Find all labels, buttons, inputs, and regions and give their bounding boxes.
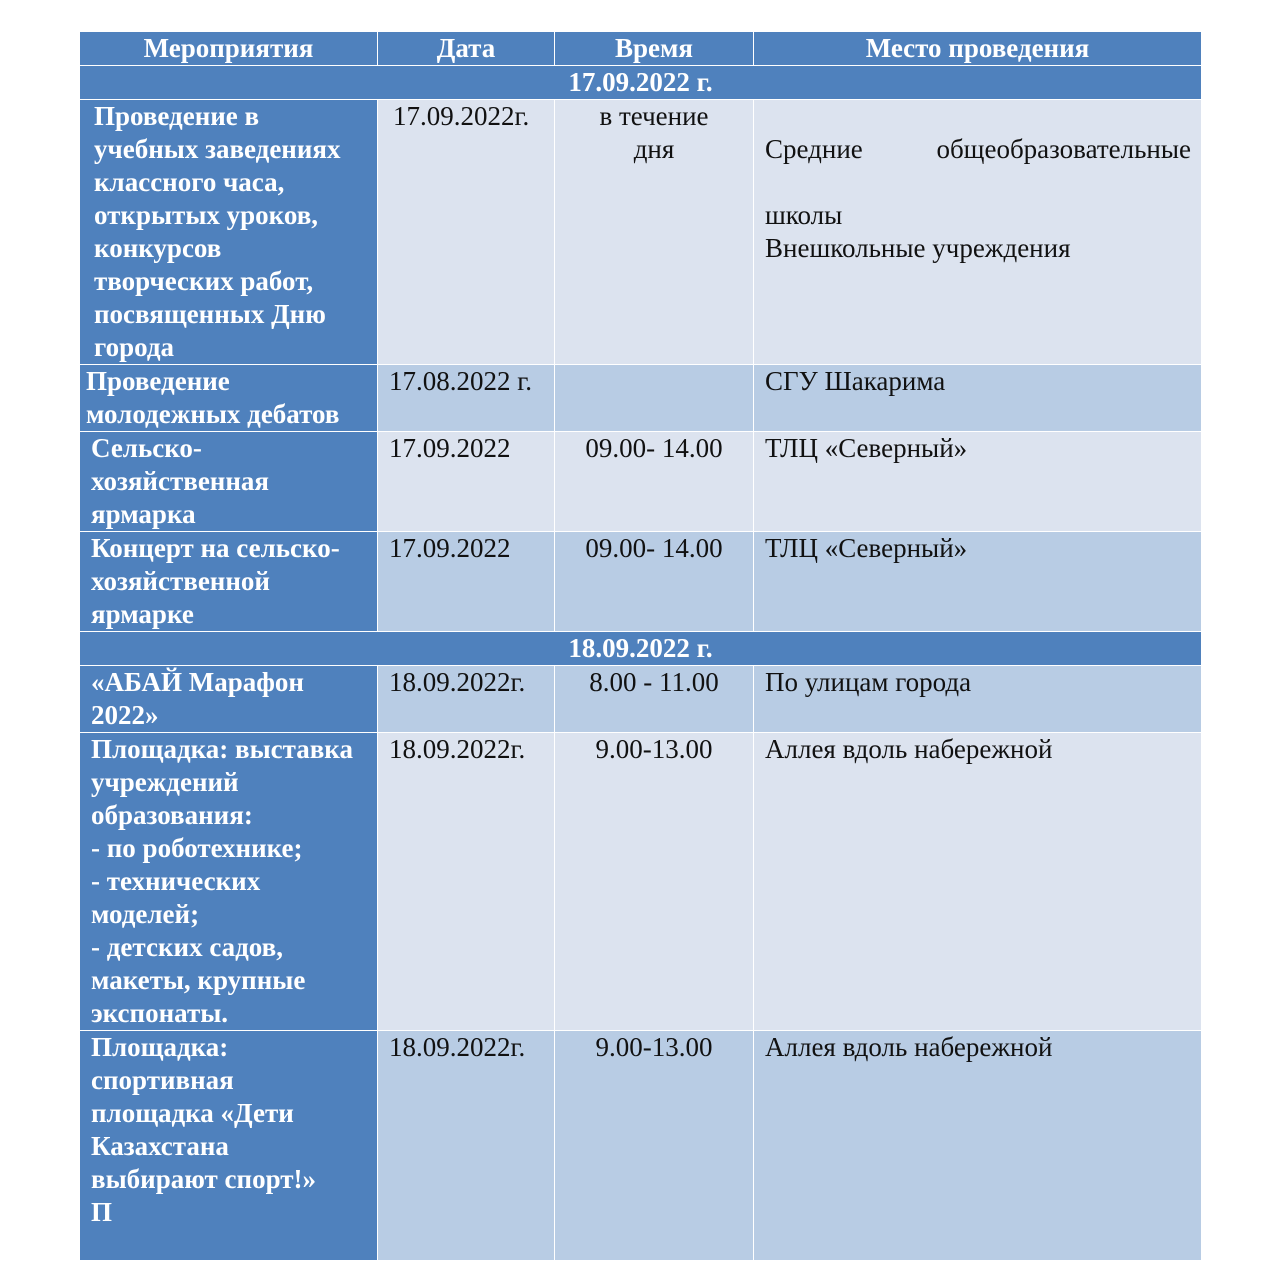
table-row	[80, 432, 1202, 532]
event-date: 17.09.2022	[378, 532, 555, 632]
column-header-time: Время	[555, 32, 754, 66]
event-place-word: общеобразовательные	[936, 134, 1191, 164]
table-row	[80, 365, 1202, 432]
event-place-first-line	[765, 133, 1191, 166]
day-label: 18.09.2022 г.	[80, 632, 1202, 666]
event-place	[754, 100, 1202, 365]
event-name: Сельско- хозяйственная ярмарка	[80, 432, 378, 532]
event-place: Аллея вдоль набережной	[754, 1031, 1202, 1261]
event-place: ТЛЦ «Северный»	[754, 532, 1202, 632]
event-time: 9.00-13.00	[555, 1031, 754, 1261]
event-date: 17.09.2022	[378, 432, 555, 532]
event-name: Площадка: выставка учреждений образования: - по роботехнике; - технических моделей; - детских садов, макеты, крупные экспонаты.	[80, 733, 378, 1031]
column-header-place: Место проведения	[754, 32, 1202, 66]
event-name: «АБАЙ Марафон 2022»	[80, 666, 378, 733]
event-date: 18.09.2022г.	[378, 1031, 555, 1261]
day-separator-row	[80, 66, 1202, 100]
event-place: СГУ Шакарима	[754, 365, 1202, 432]
event-date: 17.09.2022г.	[378, 100, 555, 365]
event-name: Проведение молодежных дебатов	[80, 365, 378, 432]
table-row	[80, 733, 1202, 1031]
event-date: 18.09.2022г.	[378, 666, 555, 733]
event-place: По улицам города	[754, 666, 1202, 733]
event-schedule-table	[79, 31, 1202, 1261]
event-name: Проведение в учебных заведениях классного часа, открытых уроков, конкурсов творческих работ, посвященных Дню города	[80, 100, 378, 365]
table-row	[80, 100, 1202, 365]
day-separator-row	[80, 632, 1202, 666]
day-label: 17.09.2022 г.	[80, 66, 1202, 100]
event-time	[555, 365, 754, 432]
event-date: 18.09.2022г.	[378, 733, 555, 1031]
event-time: 09.00- 14.00	[555, 432, 754, 532]
event-place-rest: школы Внешкольные учреждения	[765, 200, 1071, 263]
event-time: в течение дня	[555, 100, 754, 365]
table-row	[80, 1031, 1202, 1261]
event-date: 17.08.2022 г.	[378, 365, 555, 432]
event-time: 8.00 - 11.00	[555, 666, 754, 733]
event-place-word: Средние	[765, 134, 863, 164]
table-header-row	[80, 32, 1202, 66]
event-place: ТЛЦ «Северный»	[754, 432, 1202, 532]
table-row	[80, 666, 1202, 733]
event-time: 09.00- 14.00	[555, 532, 754, 632]
event-time: 9.00-13.00	[555, 733, 754, 1031]
column-header-date: Дата	[378, 32, 555, 66]
event-place: Аллея вдоль набережной	[754, 733, 1202, 1031]
event-name: Площадка: спортивная площадка «Дети Казахстана выбирают спорт!» П	[80, 1031, 378, 1261]
column-header-event: Мероприятия	[80, 32, 378, 66]
table-row	[80, 532, 1202, 632]
event-name: Концерт на сельско- хозяйственной ярмарке	[80, 532, 378, 632]
